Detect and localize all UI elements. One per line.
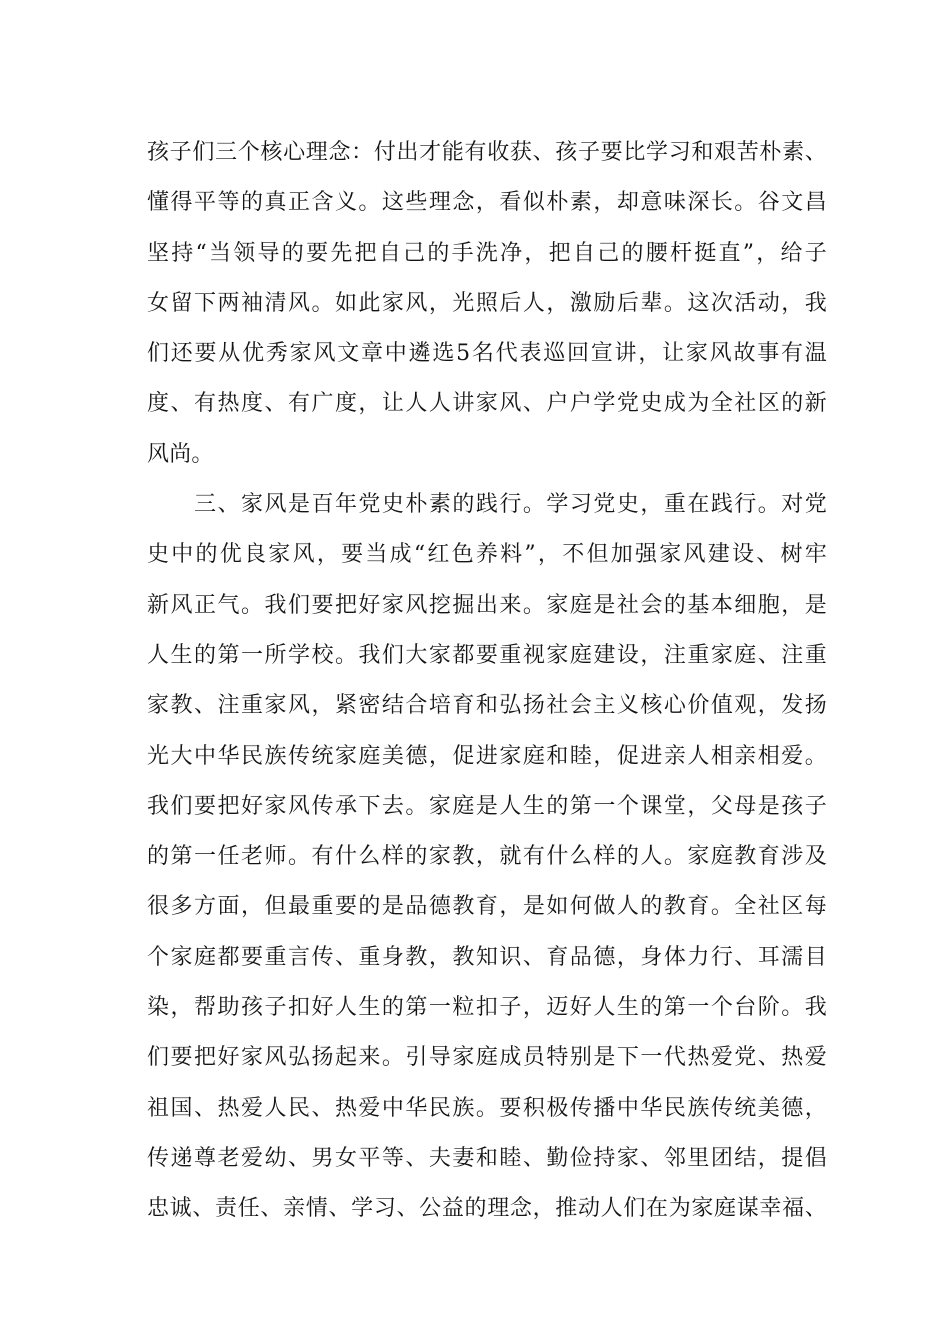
text-line: 家教、注重家风，紧密结合培育和弘扬社会主义核心价值观，发扬 [147, 693, 827, 719]
text-line: 风尚。 [147, 441, 214, 467]
text-line: 女留下两袖清风。如此家风，光照后人，激励后辈。这次活动，我 [147, 290, 827, 316]
text-line: 度、有热度、有广度，让人人讲家风、户户学党史成为全社区的新 [147, 391, 827, 417]
text-line: 忠诚、责任、亲情、学习、公益的理念，推动人们在为家庭谋幸福、 [147, 1196, 827, 1222]
text-line: 孩子们三个核心理念：付出才能有收获、孩子要比学习和艰苦朴素、 [147, 140, 827, 165]
text-line: 祖国、热爱人民、热爱中华民族。要积极传播中华民族传统美德， [147, 1095, 827, 1121]
text-line: 三、家风是百年党史朴素的践行。学习党史，重在践行。对党 [147, 492, 827, 518]
text-line: 个家庭都要重言传、重身教，教知识、育品德，身体力行、耳濡目 [147, 944, 827, 970]
text-line: 史中的优良家风，要当成“红色养料”，不但加强家风建设、树牢 [147, 542, 827, 568]
text-line: 们要把好家风弘扬起来。引导家庭成员特别是下一代热爱党、热爱 [147, 1045, 827, 1071]
text-line: 光大中华民族传统家庭美德，促进家庭和睦，促进亲人相亲相爱。 [147, 743, 827, 769]
text-line: 我们要把好家风传承下去。家庭是人生的第一个课堂，父母是孩子 [147, 793, 827, 819]
text-line: 懂得平等的真正含义。这些理念，看似朴素，却意味深长。谷文昌 [147, 190, 827, 216]
text-line: 们还要从优秀家风文章中遴选5名代表巡回宣讲，让家风故事有温 [147, 341, 827, 367]
text-line: 新风正气。我们要把好家风挖掘出来。家庭是社会的基本细胞，是 [147, 592, 827, 618]
text-line: 人生的第一所学校。我们大家都要重视家庭建设，注重家庭、注重 [147, 642, 827, 668]
body-text [147, 128, 827, 1235]
text-line: 传递尊老爱幼、男女平等、夫妻和睦、勤俭持家、邻里团结，提倡 [147, 1145, 827, 1171]
text-line: 染，帮助孩子扣好人生的第一粒扣子，迈好人生的第一个台阶。我 [147, 995, 827, 1021]
text-line: 的第一任老师。有什么样的家教，就有什么样的人。家庭教育涉及 [147, 844, 827, 870]
text-line: 很多方面，但最重要的是品德教育，是如何做人的教育。全社区每 [147, 894, 827, 920]
text-line: 坚持“当领导的要先把自己的手洗净，把自己的腰杆挺直”，给子 [147, 240, 827, 266]
